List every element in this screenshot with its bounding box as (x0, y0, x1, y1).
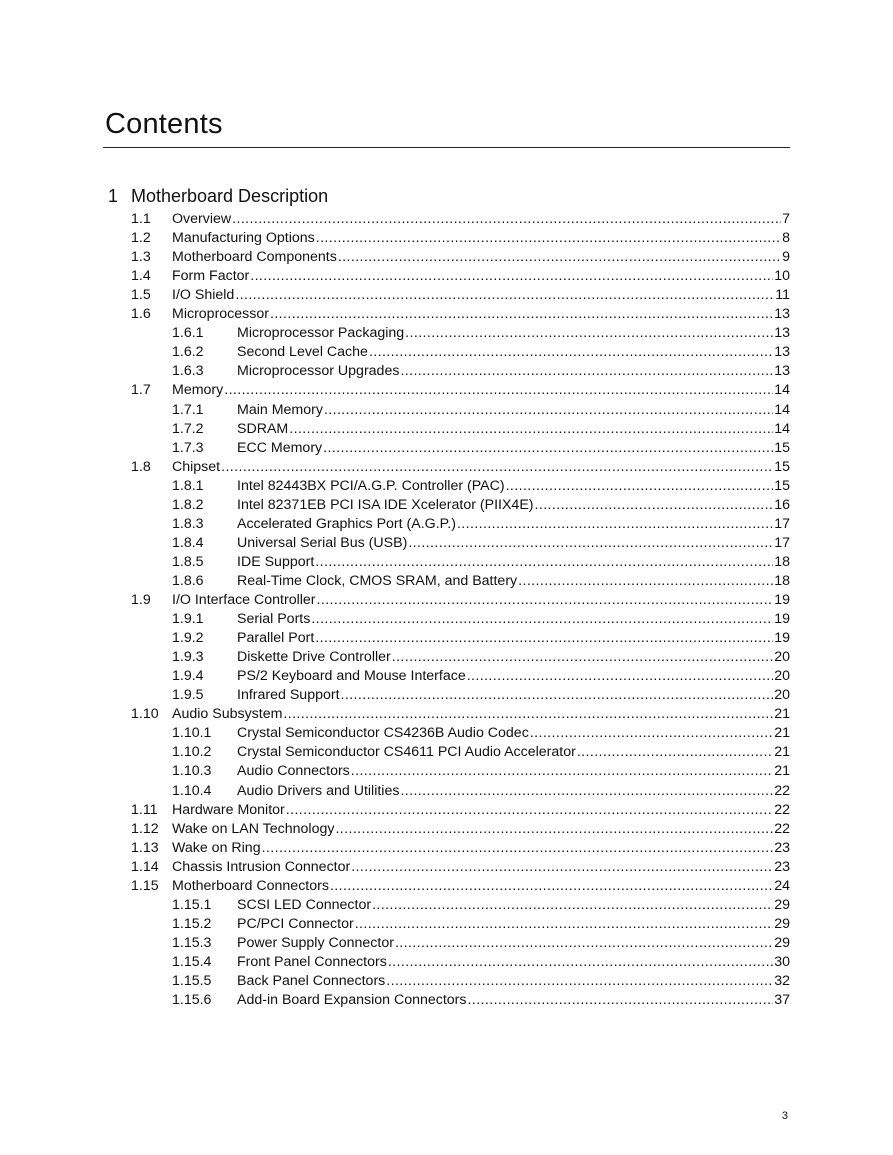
toc-entry-label: Form Factor (172, 268, 250, 285)
toc-entry-number: 1.6 (131, 306, 151, 323)
toc-entry-page: 22 (774, 801, 790, 818)
dot-leader (315, 553, 773, 572)
dot-leader (400, 362, 773, 381)
toc-entry[interactable] (0, 286, 893, 305)
toc-entry-label: Accelerated Graphics Port (A.G.P.) (237, 515, 456, 532)
toc-entry-label: Microprocessor Upgrades (237, 363, 400, 380)
toc-entry-page: 13 (774, 344, 790, 361)
toc-entry-line (237, 477, 790, 496)
toc-entry-number: 1.15.5 (172, 973, 212, 989)
toc-entry-label: Universal Serial Bus (USB) (237, 534, 408, 551)
toc-entry-page: 17 (774, 534, 790, 551)
toc-entry-line (172, 801, 790, 820)
toc-entry-label: Add-in Board Expansion Connectors (237, 992, 467, 1009)
toc-entry-number: 1.1 (131, 211, 151, 227)
toc-entry-page: 15 (774, 458, 790, 475)
dot-leader (315, 629, 773, 648)
toc-entry-line (237, 648, 790, 667)
toc-entry-label: Motherboard Components (172, 249, 337, 266)
toc-entry-label: Hardware Monitor (172, 801, 285, 818)
title-divider (103, 147, 790, 148)
toc-entry-number: 1.7.1 (172, 401, 204, 418)
toc-entry-line (172, 839, 790, 858)
toc-entry-label: I/O Shield (172, 287, 235, 304)
dot-leader (224, 381, 773, 400)
toc-entry-page: 11 (775, 287, 790, 304)
dot-leader (392, 648, 773, 667)
toc-entry-label: Crystal Semiconductor CS4236B Audio Codec (237, 725, 529, 742)
toc-entry[interactable] (0, 439, 893, 458)
chapter-title: Motherboard Description (131, 186, 329, 206)
toc-entry[interactable] (0, 229, 893, 248)
toc-entry-line (172, 858, 790, 877)
dot-leader (221, 458, 773, 477)
toc-entry-number: 1.11 (131, 801, 158, 818)
toc-entry-number: 1.6.2 (172, 344, 204, 361)
toc-entry-label: Memory (172, 382, 224, 399)
toc-entry-page: 24 (774, 877, 790, 894)
toc-entry-number: 1.8.3 (172, 515, 204, 532)
dot-leader (400, 782, 773, 801)
toc-entry[interactable] (0, 553, 893, 572)
toc-entry-page: 16 (774, 496, 790, 513)
toc-entry-line (237, 534, 790, 553)
toc-entry-line (237, 496, 790, 515)
toc-entry-line (237, 915, 790, 934)
toc-entry[interactable] (0, 420, 893, 439)
toc-entry-line (172, 229, 790, 248)
toc-entry-label: Audio Drivers and Utilities (237, 782, 400, 799)
toc-entry-number: 1.10.1 (172, 725, 212, 742)
toc-entry-number: 1.14 (131, 858, 159, 875)
toc-entry-line (237, 362, 790, 381)
toc-entry[interactable] (0, 362, 893, 381)
toc-entry[interactable] (0, 705, 893, 724)
toc-entry-line (237, 762, 790, 781)
toc-entry-line (237, 724, 790, 743)
toc-entry-number: 1.2 (131, 230, 151, 247)
toc-entry-label: Serial Ports (237, 611, 311, 628)
toc-entry-page: 19 (774, 611, 790, 628)
toc-entry-page: 20 (774, 649, 790, 666)
toc-entry-page: 22 (774, 820, 790, 837)
toc-entry-line (172, 305, 790, 324)
toc-entry-label: Main Memory (237, 401, 323, 418)
toc-entry-number: 1.15.2 (172, 915, 212, 932)
toc-entry-number: 1.8.1 (172, 477, 204, 494)
toc-entry-label: SDRAM (237, 420, 289, 437)
toc-entry-line (237, 553, 790, 572)
toc-entry-line (237, 324, 790, 343)
toc-entry-page: 21 (774, 763, 790, 780)
toc-entry[interactable] (0, 248, 893, 267)
toc-entry-label: Second Level Cache (237, 344, 368, 361)
toc-entry-label: Chassis Intrusion Connector (172, 858, 351, 875)
toc-entry-number: 1.15.3 (172, 934, 212, 951)
toc-entry-label: Wake on Ring (172, 839, 261, 856)
toc-entry[interactable] (0, 743, 893, 762)
toc-entry-page: 18 (774, 553, 790, 570)
toc-entry-page: 8 (782, 230, 790, 247)
toc-entry-line (172, 705, 790, 724)
chapter-heading (108, 184, 328, 208)
toc-entry-page: 23 (774, 858, 790, 875)
toc-entry-line (237, 686, 790, 705)
toc-entry[interactable] (0, 858, 893, 877)
toc-entry-line (172, 820, 790, 839)
toc-entry-label: Chipset (172, 458, 221, 475)
toc-entry[interactable] (0, 210, 893, 229)
toc-entry-number: 1.7 (131, 382, 151, 399)
toc-entry-page: 32 (774, 973, 790, 989)
dot-leader (577, 743, 773, 762)
dot-leader (311, 610, 773, 629)
toc-entry-label: Overview (172, 211, 232, 227)
toc-entry-page: 7 (782, 211, 790, 227)
toc-entry-line (237, 991, 790, 1010)
toc-entry[interactable] (0, 724, 893, 743)
toc-entry-number: 1.7.3 (172, 439, 204, 456)
toc-entry[interactable] (0, 591, 893, 610)
toc-entry-label: Manufacturing Options (172, 230, 315, 247)
toc-entry-page: 20 (774, 687, 790, 704)
dot-leader (372, 896, 773, 915)
toc-entry-label: PS/2 Keyboard and Mouse Interface (237, 668, 466, 685)
toc-entry-number: 1.8.4 (172, 534, 204, 551)
dot-leader (351, 762, 773, 781)
toc-entry-page: 22 (774, 782, 790, 799)
dot-leader (330, 877, 773, 896)
dot-leader (408, 534, 773, 553)
toc-entry-page: 14 (774, 401, 790, 418)
toc-entry[interactable] (0, 839, 893, 858)
toc-entry-number: 1.3 (131, 249, 151, 266)
toc-entry-page: 14 (774, 420, 790, 437)
toc-entry-page: 21 (774, 706, 790, 723)
dot-leader (535, 496, 774, 515)
toc-entry-number: 1.13 (131, 839, 159, 856)
toc-entry-line (172, 286, 790, 305)
toc-entry-label: Audio Connectors (237, 763, 350, 780)
toc-entry-number: 1.9 (131, 592, 151, 608)
page-number: 3 (781, 1110, 788, 1122)
toc-entry-page: 29 (774, 915, 790, 932)
toc-entry-number: 1.10 (131, 706, 159, 723)
toc-entry-label: Real-Time Clock, CMOS SRAM, and Battery (237, 572, 518, 589)
toc-entry-label: PC/PCI Connector (237, 915, 354, 932)
toc-entry-line (237, 953, 790, 972)
toc-entry[interactable] (0, 496, 893, 515)
toc-entry-line (237, 572, 790, 591)
dot-leader (316, 229, 781, 248)
toc-entry-number: 1.10.4 (172, 782, 212, 799)
dot-leader (369, 343, 773, 362)
toc-entry-label: Infrared Support (237, 687, 340, 704)
toc-entry[interactable] (0, 324, 893, 343)
toc-entry-label: Diskette Drive Controller (237, 649, 391, 666)
toc-entry-number: 1.8.5 (172, 553, 204, 570)
dot-leader (530, 724, 773, 743)
toc-entry-line (172, 877, 790, 896)
toc-entry-page: 29 (774, 934, 790, 951)
dot-leader (386, 972, 773, 991)
toc-entry-line (172, 210, 790, 229)
toc-entry[interactable] (0, 629, 893, 648)
toc-entry[interactable] (0, 762, 893, 781)
dot-leader (405, 324, 773, 343)
toc-entry-number: 1.6.3 (172, 363, 204, 380)
toc-entry-label: Wake on LAN Technology (172, 820, 335, 837)
toc-entry-page: 15 (774, 477, 790, 494)
dot-leader (395, 934, 773, 953)
toc-entry-label: Audio Subsystem (172, 706, 283, 723)
toc-entry-page: 23 (774, 839, 790, 856)
toc-entry-label: Motherboard Connectors (172, 877, 329, 894)
toc-entry-number: 1.15.1 (172, 896, 212, 913)
dot-leader (317, 591, 774, 610)
dot-leader (341, 686, 774, 705)
toc-entry-line (237, 439, 790, 458)
toc-entry-number: 1.9.4 (172, 668, 204, 685)
toc-entry-page: 21 (774, 744, 790, 761)
toc-entry[interactable] (0, 477, 893, 496)
toc-entry-number: 1.9.5 (172, 687, 204, 704)
toc-entry-page: 10 (774, 268, 790, 285)
dot-leader (235, 286, 774, 305)
toc-entry-number: 1.6.1 (172, 325, 204, 342)
toc-entry[interactable] (0, 267, 893, 286)
toc-entry-page: 15 (774, 439, 790, 456)
toc-entry[interactable] (0, 953, 893, 972)
dot-leader (467, 667, 774, 686)
dot-leader (335, 820, 773, 839)
toc-entry-page: 19 (774, 630, 790, 647)
dot-leader (355, 915, 774, 934)
toc-entry-label: ECC Memory (237, 439, 323, 456)
toc-entry-line (237, 515, 790, 534)
toc-entry-label: Crystal Semiconductor CS4611 PCI Audio Accelerator (237, 744, 576, 761)
toc-entry-number: 1.15 (131, 877, 159, 894)
toc-entry-label: Intel 82371EB PCI ISA IDE Xcelerator (PIIX4E) (237, 496, 534, 513)
dot-leader (270, 305, 773, 324)
dot-leader (250, 267, 773, 286)
toc-entry-number: 1.10.2 (172, 744, 212, 761)
toc-entry-line (237, 896, 790, 915)
toc-entry-line (172, 381, 790, 400)
toc-entry-number: 1.15.4 (172, 953, 212, 970)
toc-entry-number: 1.9.2 (172, 630, 204, 647)
toc-entry[interactable] (0, 381, 893, 400)
dot-leader (338, 248, 781, 267)
toc-entry-number: 1.5 (131, 287, 151, 304)
toc-entry-number: 1.12 (131, 820, 159, 837)
dot-leader (468, 991, 774, 1010)
toc-entry-line (237, 629, 790, 648)
toc-entry-number: 1.15.6 (172, 992, 212, 1009)
toc-entry[interactable] (0, 343, 893, 362)
toc-entry-line (237, 972, 790, 991)
toc-entry-label: I/O Interface Controller (172, 592, 316, 608)
toc-entry-page: 37 (774, 992, 790, 1009)
toc-entry-page: 13 (774, 306, 790, 323)
toc-entry-label: Power Supply Connector (237, 934, 394, 951)
toc-entry-number: 1.10.3 (172, 763, 212, 780)
toc-entry-number: 1.9.1 (172, 611, 204, 628)
toc-entry[interactable] (0, 401, 893, 420)
toc-entry-number: 1.8.2 (172, 496, 204, 513)
toc-entry-page: 19 (774, 592, 790, 608)
toc-entry[interactable] (0, 667, 893, 686)
toc-entry-label: Parallel Port (237, 630, 315, 647)
toc-entry[interactable] (0, 648, 893, 667)
toc-entry[interactable] (0, 458, 893, 477)
toc-entry-label: IDE Support (237, 553, 315, 570)
dot-leader (518, 572, 773, 591)
toc-entry-line (237, 782, 790, 801)
toc-entry[interactable] (0, 877, 893, 896)
toc-entry[interactable] (0, 801, 893, 820)
toc-entry[interactable] (0, 915, 893, 934)
toc-entry-page: 13 (774, 325, 790, 342)
dot-leader (232, 210, 781, 229)
toc-entry-line (237, 934, 790, 953)
toc-entry-page: 17 (774, 515, 790, 532)
toc-entry-label: Back Panel Connectors (237, 973, 386, 989)
page-title: Contents (105, 108, 223, 140)
dot-leader (388, 953, 773, 972)
toc-entry-page: 14 (774, 382, 790, 399)
toc-entry[interactable] (0, 610, 893, 629)
dot-leader (323, 439, 773, 458)
chapter-number: 1 (108, 186, 119, 206)
toc-entry-page: 18 (774, 572, 790, 589)
toc-entry-label: SCSI LED Connector (237, 896, 372, 913)
toc-entry-page: 29 (774, 896, 790, 913)
toc-entry[interactable] (0, 896, 893, 915)
dot-leader (506, 477, 774, 496)
toc-entry-page: 30 (774, 953, 790, 970)
toc-entry-page: 9 (782, 249, 790, 266)
toc-entry[interactable] (0, 972, 893, 991)
dot-leader (286, 801, 773, 820)
toc-entry[interactable] (0, 782, 893, 801)
toc-entry-line (237, 420, 790, 439)
toc-entry-number: 1.8 (131, 458, 151, 475)
toc-entry[interactable] (0, 572, 893, 591)
toc-entry-line (237, 401, 790, 420)
toc-entry[interactable] (0, 534, 893, 553)
dot-leader (283, 705, 773, 724)
toc-entry-number: 1.7.2 (172, 420, 204, 437)
toc-entry-label: Front Panel Connectors (237, 953, 387, 970)
toc-entry-line (172, 248, 790, 267)
toc-entry[interactable] (0, 820, 893, 839)
toc-entry-line (237, 667, 790, 686)
toc-entry[interactable] (0, 934, 893, 953)
toc-entry-line (237, 343, 790, 362)
toc-entry-label: Intel 82443BX PCI/A.G.P. Controller (PAC) (237, 477, 505, 494)
toc-entry-line (237, 743, 790, 762)
toc-entry-number: 1.9.3 (172, 649, 204, 666)
toc-entry[interactable] (0, 991, 893, 1010)
toc-entry-page: 21 (774, 725, 790, 742)
toc-entry-number: 1.4 (131, 268, 151, 285)
toc-entry-line (237, 610, 790, 629)
toc-entry-page: 13 (774, 363, 790, 380)
toc-entry-label: Microprocessor Packaging (237, 325, 405, 342)
toc-entry[interactable] (0, 305, 893, 324)
toc-entry-line (172, 458, 790, 477)
toc-entry-label: Microprocessor (172, 306, 269, 323)
dot-leader (351, 858, 773, 877)
dot-leader (262, 839, 774, 858)
toc-entry-line (172, 591, 790, 610)
toc-entry-number: 1.8.6 (172, 572, 204, 589)
toc-entry-line (172, 267, 790, 286)
dot-leader (457, 515, 773, 534)
dot-leader (324, 401, 773, 420)
dot-leader (289, 420, 773, 439)
toc-entry-page: 20 (774, 668, 790, 685)
toc-entry[interactable] (0, 515, 893, 534)
toc-entry[interactable] (0, 686, 893, 705)
